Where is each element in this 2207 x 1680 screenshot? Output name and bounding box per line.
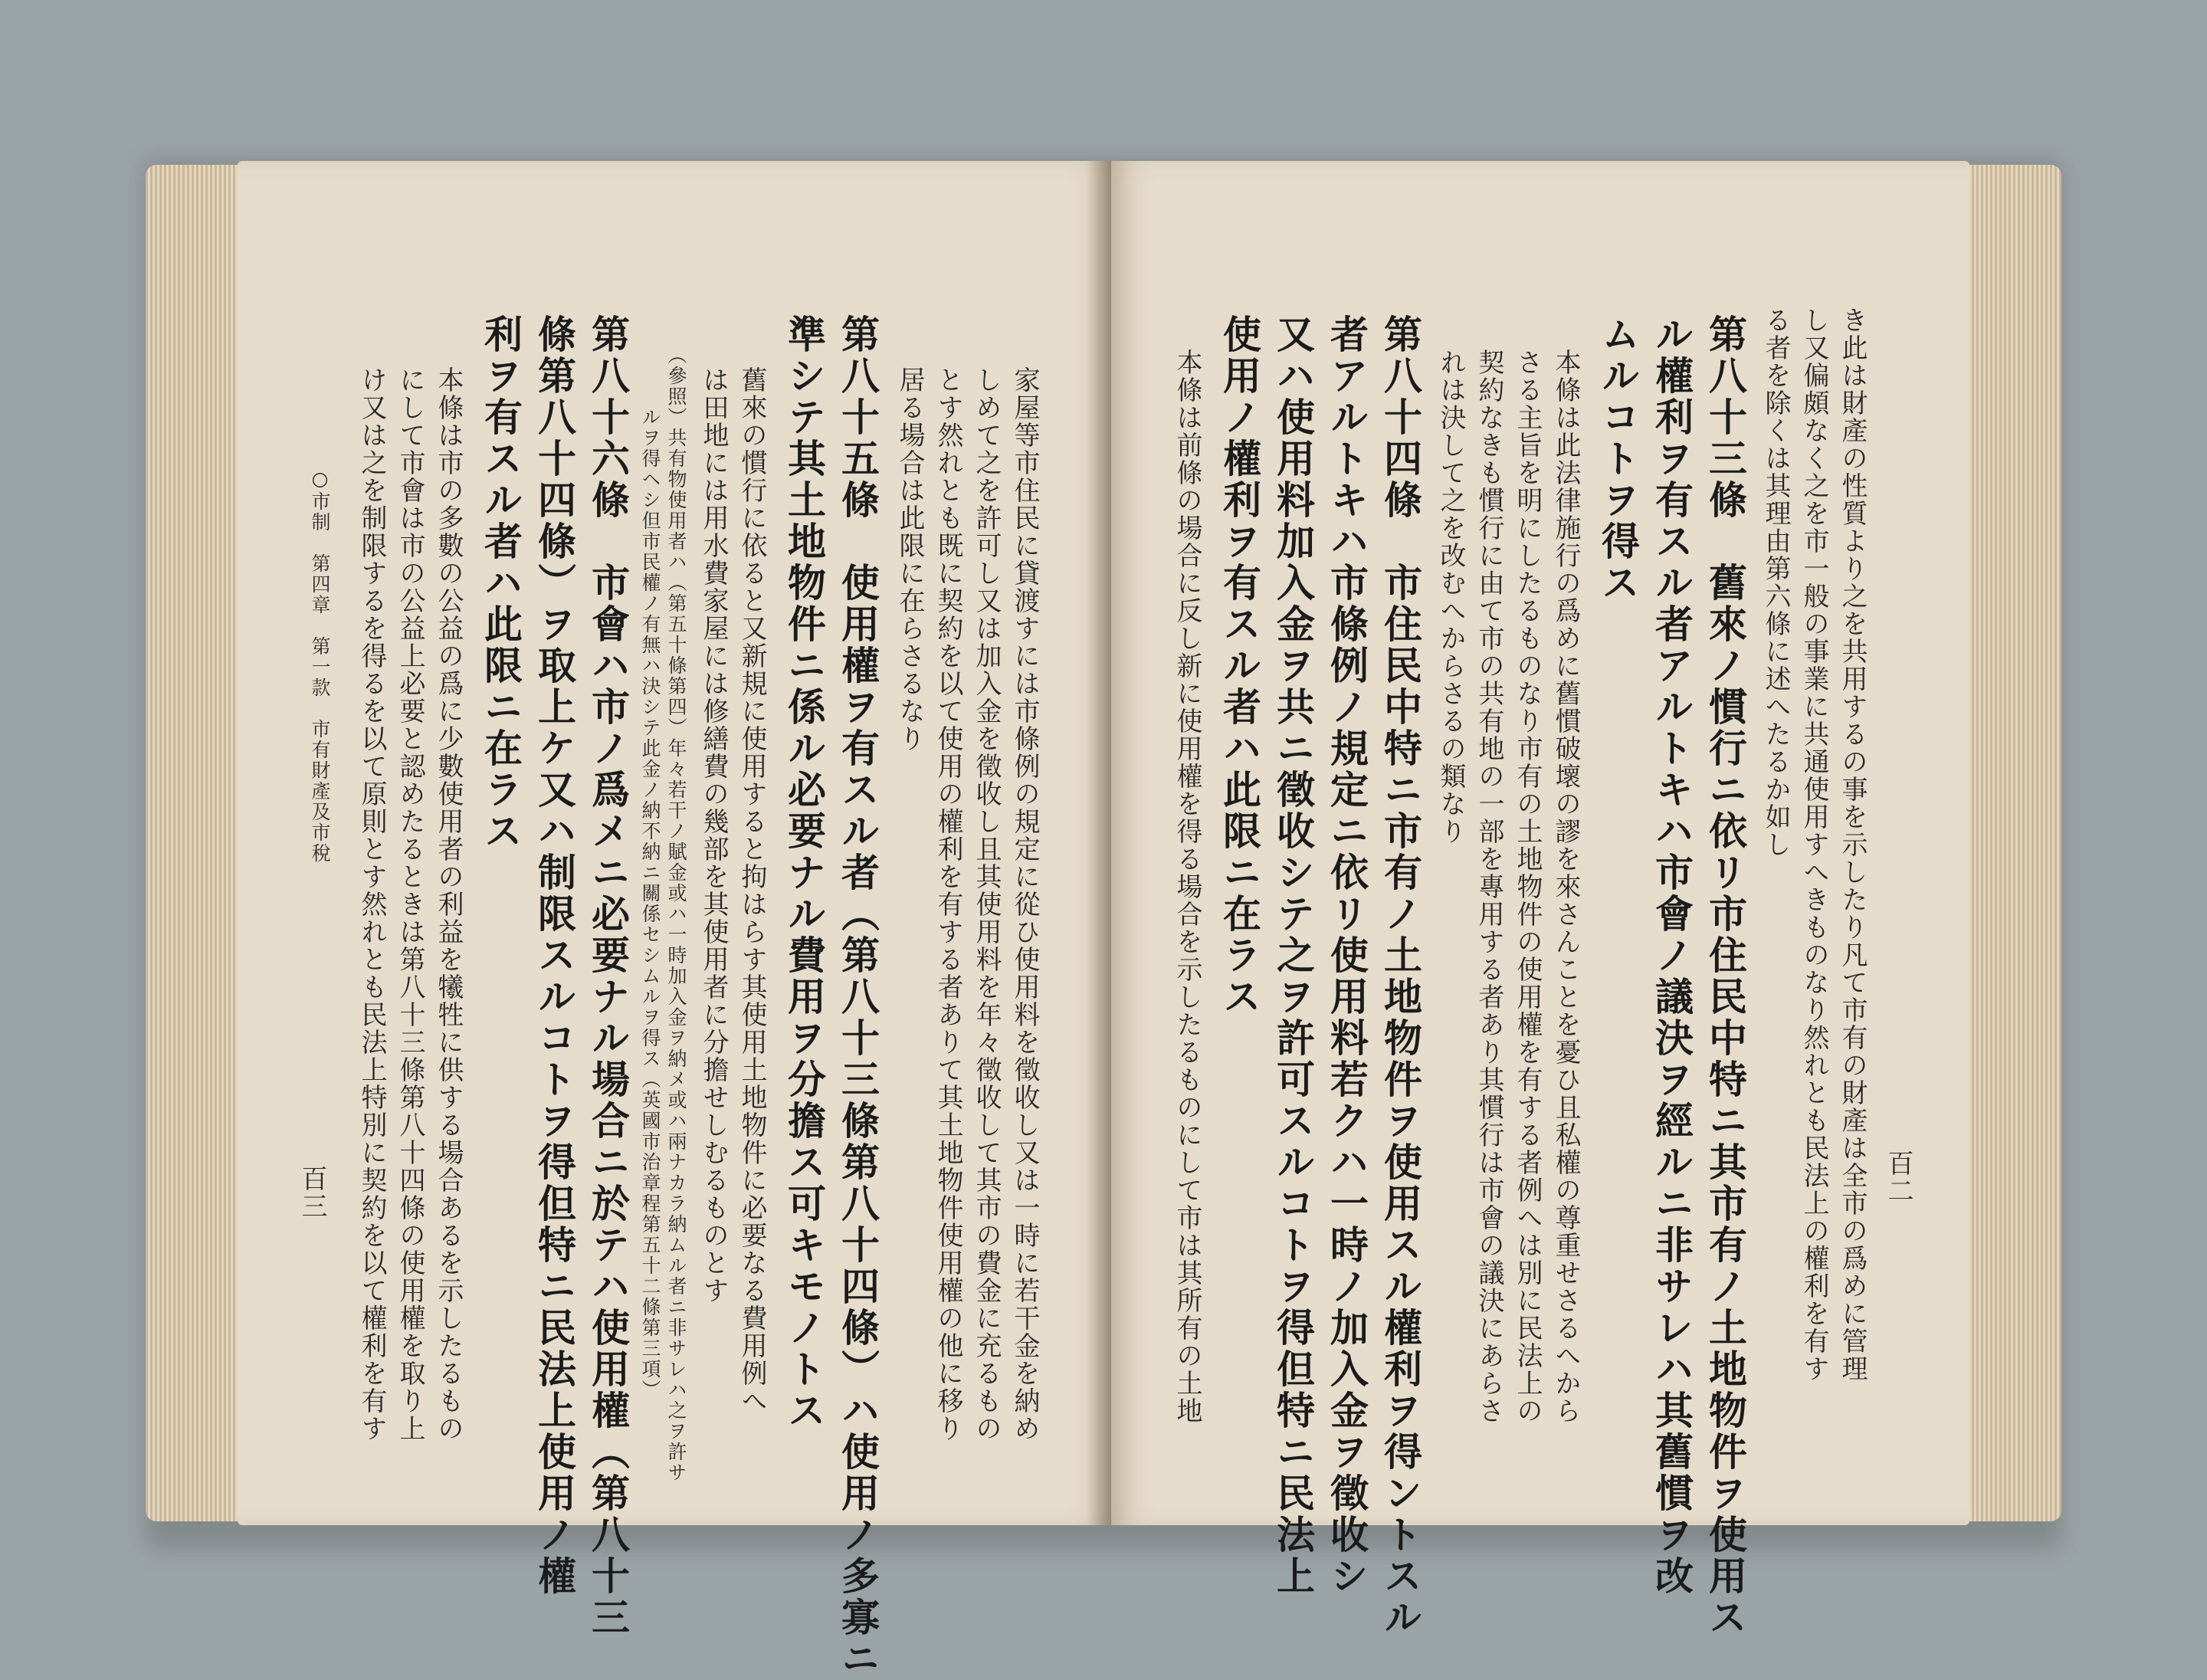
text-column: き此は財產の性質より之を共用するの事を示したり凡て市有の財產は全市の爲めに管理 [1837, 307, 1868, 1383]
text-column: し又偏頗なく之を市一般の事業に共通使用すへきものなり然れとも民法上の權利を有す [1799, 307, 1829, 1383]
reference-note: ルヲ得ヘシ但市民權ノ有無ハ決シテ此金ノ納不納ニ關係セシムルヲ得ス（英國市治章程第五十二條第三項） [639, 345, 661, 1400]
article-84-heading: 第八十四條 市住民中特ニ市有ノ土地物件ヲ使用スル權利ヲ得ントスル [1378, 314, 1423, 1639]
text-column: 本條は此法律施行の爲めに舊慣破壞の謬を來さんことを憂ひ且私權の尊重せさるへから [1550, 349, 1581, 1425]
text-column: 家屋等市住民に貸渡すには市條例の規定に從ひ使用料を徵收し又は一時に若干金を納め [1009, 366, 1040, 1442]
text-column: にして市會は市の公益上必要と認めたるときは第八十三條第八十四條の使用權を取り上 [395, 366, 425, 1442]
running-head: ○市制 第四章 第一款 市有財產及市稅 [309, 468, 331, 864]
article-84-heading: 使用ノ權利ヲ有スル者ハ此限ニ在ラス [1217, 314, 1262, 1018]
text-column: る者を除くは其理由第六條に述へたるか如し [1760, 307, 1791, 858]
right-page [1111, 161, 1969, 1639]
article-85-heading: 準シテ其土地物件ニ係ル必要ナル費用ヲ分擔ス可キモノトス [782, 314, 827, 1432]
article-83-heading: ル權利ヲ有スル者アルトキハ市會ノ議決ヲ經ルニ非サレハ其舊慣ヲ改 [1649, 314, 1694, 1597]
article-86-heading: 利ヲ有スル者ハ此限ニ在ラス [478, 314, 523, 852]
text-column: 舊來の慣行に依ると又新規に使用すると拘はらす其使用土地物件に必要なる費用例へ [736, 366, 767, 1415]
text-column: 居る場合は此限に在らさるなり [894, 366, 925, 753]
article-85-heading: 第八十五條 使用權ヲ有スル者（第八十三條第八十四條）ハ使用ノ多寡ニ [835, 314, 881, 1680]
text-column: しめて之を許可し又は加入金を徵收し且其使用料を年々徵收して其市の費金に充るもの [971, 366, 1002, 1442]
article-83-heading: 第八十三條 舊來ノ慣行ニ依リ市住民中特ニ其市有ノ土地物件ヲ使用ス [1703, 314, 1748, 1639]
text-column: 契約なきも慣行に由て市の共有地の一部を專用する者あり其慣行は市會の議決にあらさ [1474, 349, 1504, 1425]
page-number: 百三 [297, 1165, 327, 1220]
text-column: 本條は市の多數の公益の爲に少數使用者の利益を犧牲に供する場合あるを示したるもの [433, 366, 464, 1442]
article-86-heading: 條第八十四條）ヲ取上ケ又ハ制限スルコトヲ得但特ニ民法上使用ノ權 [532, 314, 577, 1597]
text-column: は田地には用水費家屋には修繕費の幾部を其使用者に分擔せしむるものとす [698, 366, 729, 1304]
article-86-heading: 第八十六條 市會ハ市ノ爲メニ必要ナル場合ニ於テハ使用權（第八十三 [585, 314, 631, 1639]
left-page [238, 161, 1111, 1680]
text-column: さる主旨を明にしたるものなり市有の土地物件の使用權を有する者例へは別に民法上の [1512, 349, 1543, 1425]
article-84-heading: 又ハ使用料加入金ヲ共ニ徵收シテ之ヲ許可スルコトヲ得但特ニ民法上 [1271, 314, 1316, 1597]
text-column: 本條は前條の場合に反し新に使用權を得る場合を示したるものにして市は其所有の土地 [1172, 349, 1202, 1425]
article-83-heading: ムルコトヲ得ス [1595, 314, 1641, 604]
reference-note: （參照）共有物使用者ハ（第五十條第四）年々若干ノ賦金或ハ一時加入金ヲ納メ或ハ兩ナカラ納ムル者ニ非サレハ之ヲ許サ [665, 345, 687, 1483]
article-84-heading: 者アルトキハ市條例ノ規定ニ依リ使用料若クハ一時ノ加入金ヲ徵收シ [1324, 314, 1369, 1597]
text-column: れは決して之を改むへからさるの類なり [1435, 349, 1466, 845]
page-number: 百二 [1883, 1150, 1913, 1205]
text-column: け又は之を制限するを得るを以て原則とす然れとも民法上特別に契約を以て權利を有す [356, 366, 387, 1442]
text-column: とす然れとも既に契約を以て使用の權利を有する者ありて其土地物件使用權の他に移り [933, 366, 963, 1442]
